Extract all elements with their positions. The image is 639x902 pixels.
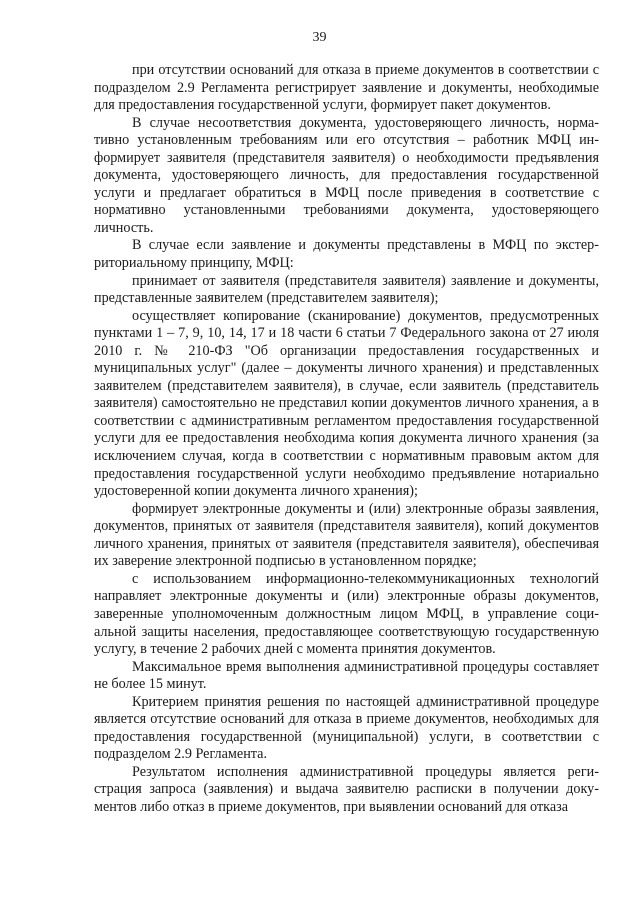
- paragraph-10: Результатом исполнения административной процедуры является регистрация запроса (заявления) и выдача заявителю расписки в получении документов либо отказ в приеме документов, при выявлении оснований для отказа: [94, 763, 599, 815]
- paragraph-5: осуществляет копирование (сканирование) документов, предусмотренных пунктами 1 – 7, 9, 10, 14, 17 и 18 части 6 статьи 7 Федерального закона от 27 июля 2010 г. № 210-ФЗ "Об организации предоставления государственных и муниципальных услуг" (далее – документы личного хранения) и представленных заявителем (представителем заявителя), в случае, если заявитель (представитель заявителя) самостоятельно не представил копии документов личного хранения, а в соответствии с административным регламентом предоставления государственной услуги для ее предоставления необходима копия документа личного хранения (за исключением случая, когда в соответствии с нормативным правовым актом для предоставления государственной услуги необходимо предъявление нотариально удостоверенной копии документа личного хранения);: [94, 307, 599, 500]
- paragraph-4: принимает от заявителя (представителя заявителя) заявление и документы, представленные заявителем (представителем заявителя);: [94, 272, 599, 307]
- paragraph-6: формирует электронные документы и (или) электронные образы заявления, документов, принятых от заявителя (представителя заявителя), копий документов личного хранения, принятых от заявителя (представителя заявителя), обеспечивая их заверение электронной подписью в установленном порядке;: [94, 500, 599, 570]
- paragraph-7: с использованием информационно-телекоммуникационных технологий направляет электронные документы и (или) электронные образы документов, заверенные уполномоченным должностным лицом МФЦ, в управление социальной защиты населения, предоставляющее соответствующую государственную услугу, в течение 2 рабочих дней с момента принятия документов.: [94, 570, 599, 658]
- paragraph-3: В случае если заявление и документы представлены в МФЦ по экстерриториальному принципу, МФЦ:: [94, 237, 599, 272]
- page-number: 39: [312, 30, 327, 45]
- paragraph-1: при отсутствии оснований для отказа в приеме документов в соответствии с подразделом 2.9 Регламента регистрирует заявление и документы, необходимые для предоставления государственной услуги, формирует пакет документов.: [94, 62, 599, 114]
- body-text: [94, 62, 599, 817]
- paragraph-9: Критерием принятия решения по настоящей административной процедуре является отсутствие оснований для отказа в приеме документов, необходимых для предоставления государственной (муниципальной) услуги, в соответствии с подразделом 2.9 Регламента.: [94, 693, 599, 763]
- paragraph-2: В случае несоответствия документа, удостоверяющего личность, нормативно установленным требованиям или его отсутствия – работник МФЦ информирует заявителя (представителя заявителя) о необходимости предъявления документа, удостоверяющего личность, для предоставления государственной услуги и предлагает обратиться в МФЦ после приведения в соответствие с нормативно установленными требованиями документа, удостоверяющего личность.: [94, 114, 599, 236]
- paragraph-8: Максимальное время выполнения административной процедуры составляет не более 15 минут.: [94, 658, 599, 693]
